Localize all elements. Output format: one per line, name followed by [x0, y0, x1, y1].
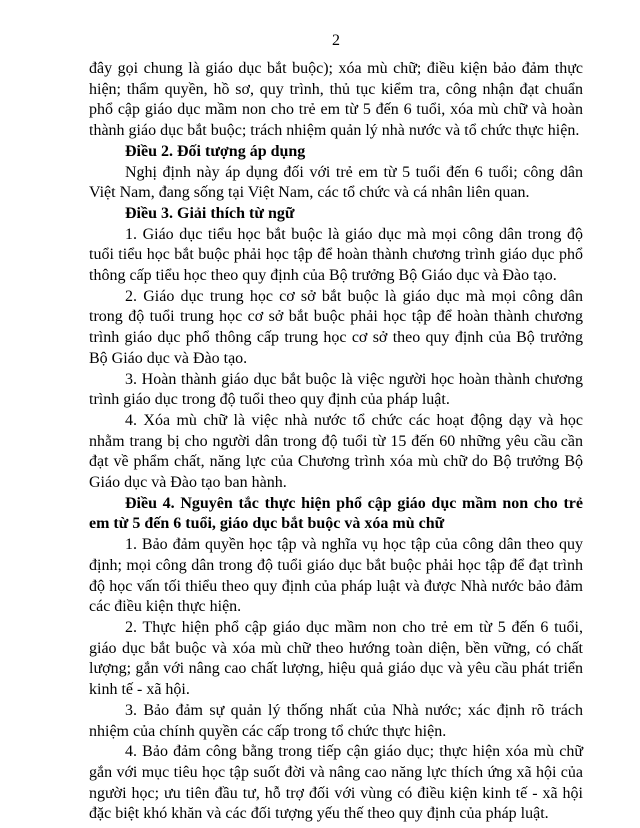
- article-2-heading: Điều 2. Đối tượng áp dụng: [125, 142, 306, 160]
- article-3-clause-4: 4. Xóa mù chữ là việc nhà nước tổ chức các hoạt động dạy và học nhằm trang bị cho người dân trong độ tuổi từ 15 đến 60 những yêu cầu cần đạt về phẩm chất, năng lực của Chương trình xóa mù chữ do Bộ trưởng Bộ Giáo dục và Đào tạo ban hành.: [89, 411, 583, 492]
- article-3-clause-2: 2. Giáo dục trung học cơ sở bắt buộc là giáo dục mà mọi công dân trong độ tuổi trung học cơ sở bắt buộc phải học tập để hoàn thành chương trình giáo dục phổ thông cấp trung học cơ sở theo quy định của Bộ trưởng Bộ Giáo dục và Đào tạo.: [89, 287, 583, 367]
- article-2-paragraph: Nghị định này áp dụng đối với trẻ em từ 5 tuổi đến 6 tuổi; công dân Việt Nam, đang sống tại Việt Nam, các tổ chức và cá nhân liên quan.: [89, 163, 583, 202]
- article-4-heading: Điều 4. Nguyên tắc thực hiện phổ cập giáo dục mầm non cho trẻ em từ 5 đến 6 tuổi, giáo dục bắt buộc và xóa mù chữ: [89, 494, 583, 533]
- article-4-clause-3: 3. Bảo đảm sự quản lý thống nhất của Nhà nước; xác định rõ trách nhiệm của chính quyền các cấp trong tổ chức thực hiện.: [89, 701, 583, 740]
- article-3-heading: Điều 3. Giải thích từ ngữ: [125, 204, 295, 222]
- article-3-clause-1: 1. Giáo dục tiểu học bắt buộc là giáo dục mà mọi công dân trong độ tuổi tiểu học bắt buộc phải học tập để hoàn thành chương trình giáo dục phổ thông cấp tiểu học theo quy định của Bộ trưởng Bộ Giáo dục và Đào tạo.: [89, 225, 583, 285]
- article-4-clause-4: 4. Bảo đảm công bằng trong tiếp cận giáo dục; thực hiện xóa mù chữ gắn với mục tiêu học tập suốt đời và nâng cao năng lực thích ứng xã hội của người học; ưu tiên đầu tư, hỗ trợ đối với vùng có điều kiện kinh tế - xã hội đặc biệt khó khăn và các đối tượng yếu thế theo quy định của pháp luật.: [89, 743, 583, 823]
- page-number: 2: [332, 32, 340, 49]
- article-4-clause-2: 2. Thực hiện phổ cập giáo dục mầm non cho trẻ em từ 5 đến 6 tuổi, giáo dục bắt buộc và xóa mù chữ theo hướng toàn diện, bền vững, có chất lượng; gắn với nâng cao chất lượng, hiệu quả giáo dục và yêu cầu phát triển kinh tế - xã hội.: [89, 618, 583, 699]
- article-3-clause-3: 3. Hoàn thành giáo dục bắt buộc là việc người học hoàn thành chương trình giáo dục trong độ tuổi theo quy định của pháp luật.: [89, 370, 583, 409]
- paragraph-continuation: đây gọi chung là giáo dục bắt buộc); xóa mù chữ; điều kiện bảo đảm thực hiện; thẩm quyền, hồ sơ, quy trình, thủ tục kiểm tra, công nhận đạt chuẩn phổ cập giáo dục mầm non cho trẻ em từ 5 đến 6 tuổi, xóa mù chữ và hoàn thành giáo dục bắt buộc; trách nhiệm quản lý nhà nước và tổ chức thực hiện.: [89, 60, 583, 140]
- article-4-clause-1: 1. Bảo đảm quyền học tập và nghĩa vụ học tập của công dân theo quy định; mọi công dân trong độ tuổi giáo dục bắt buộc phải học tập để đạt trình độ học vấn tối thiểu theo quy định của pháp luật và được Nhà nước bảo đảm các điều kiện thực hiện.: [89, 536, 583, 616]
